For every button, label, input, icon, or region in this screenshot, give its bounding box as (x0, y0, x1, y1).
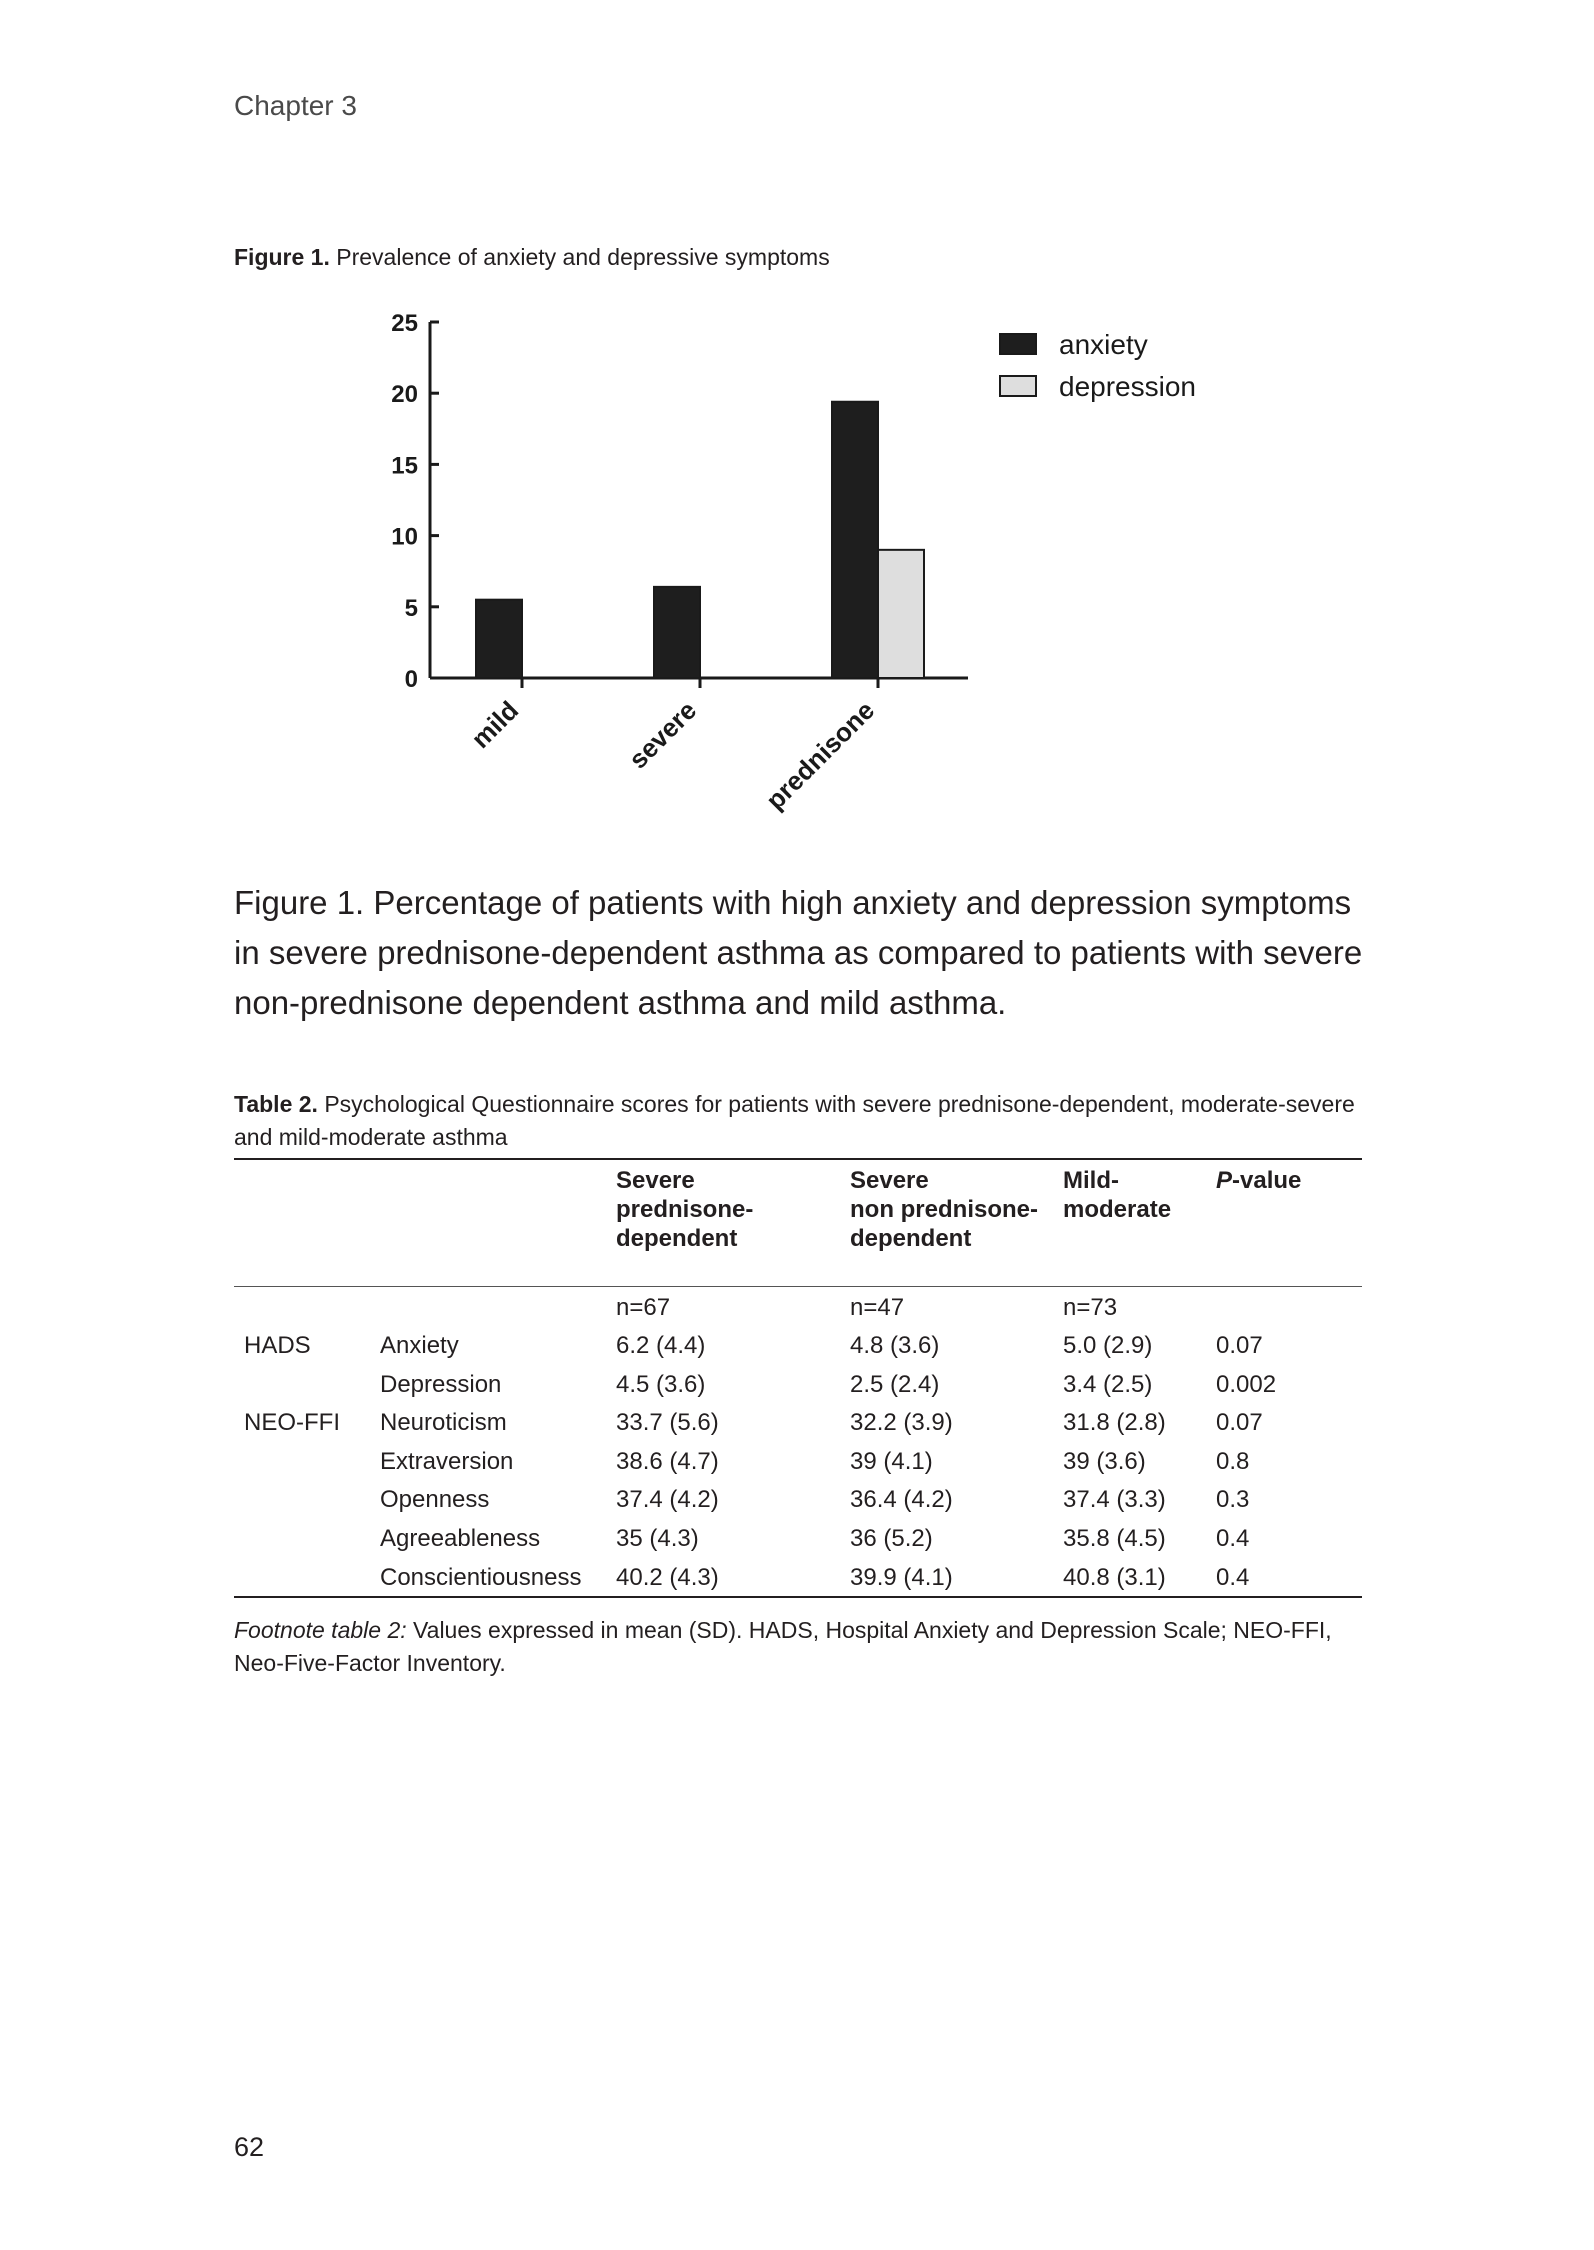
cell-measure: Depression (380, 1370, 502, 1398)
legend-label-depression: depression (1059, 371, 1196, 402)
cell-severe-prednisone: 33.7 (5.6) (616, 1409, 719, 1437)
cell-severe-prednisone: 35 (4.3) (616, 1525, 699, 1552)
footnote-text: Values expressed in mean (SD). HADS, Hospital Anxiety and Depression Scale; NEO-FFI, Neo-Five-Factor Inventory. (234, 1617, 1332, 1676)
table-top-rule (234, 1158, 1362, 1160)
cell-severe-non-prednisone: 39 (4.1) (850, 1447, 933, 1475)
bar-anxiety-mild (476, 600, 522, 678)
cell-measure: Neuroticism (380, 1409, 507, 1437)
x-tick-label-mild: mild (465, 695, 525, 755)
cell-pvalue: 0.07 (1216, 1332, 1263, 1359)
table-header-rule (234, 1286, 1362, 1287)
n-cell-2: n=47 (850, 1294, 905, 1321)
n-cell-3: n=73 (1063, 1294, 1118, 1321)
cell-mild-moderate: 40.8 (3.1) (1063, 1563, 1166, 1591)
page-header: Chapter 3 (234, 90, 357, 121)
cell-severe-prednisone: 40.2 (4.3) (616, 1563, 719, 1591)
cell-mild-moderate: 39 (3.6) (1063, 1447, 1146, 1475)
bar-anxiety-prednisone (832, 402, 878, 678)
legend-swatch-depression (1000, 376, 1036, 396)
cell-severe-non-prednisone: 2.5 (2.4) (850, 1370, 940, 1398)
table-heading (234, 1088, 1364, 1154)
cell-pvalue: 0.4 (1216, 1563, 1250, 1591)
y-tick-label: 0 (404, 666, 418, 693)
bar-chart (360, 300, 1260, 860)
cell-severe-prednisone: 38.6 (4.7) (616, 1447, 719, 1475)
y-tick-label: 10 (391, 523, 418, 551)
cell-measure: Agreeableness (380, 1525, 541, 1552)
cell-mild-moderate: 5.0 (2.9) (1063, 1332, 1153, 1359)
table-bottom-rule (234, 1596, 1362, 1598)
cell-measure: Extraversion (380, 1447, 514, 1475)
cell-severe-non-prednisone: 36.4 (4.2) (850, 1486, 953, 1514)
y-tick-label: 5 (404, 594, 418, 622)
pvalue-rest: -value (1232, 1167, 1302, 1194)
cell-severe-prednisone: 37.4 (4.2) (616, 1486, 719, 1514)
cell-mild-moderate: 37.4 (3.3) (1063, 1486, 1166, 1514)
col-header-pvalue (1216, 1166, 1301, 1195)
cell-pvalue: 0.07 (1216, 1409, 1263, 1437)
cell-mild-moderate: 31.8 (2.8) (1063, 1409, 1166, 1437)
cell-pvalue: 0.002 (1216, 1370, 1277, 1398)
bar-depression-prednisone (878, 550, 924, 678)
cell-measure: Conscientiousness (380, 1563, 582, 1591)
cell-mild-moderate: 3.4 (2.5) (1063, 1370, 1153, 1398)
cell-severe-prednisone: 6.2 (4.4) (616, 1332, 706, 1359)
cell-severe-non-prednisone: 32.2 (3.9) (850, 1409, 953, 1437)
cell-pvalue: 0.8 (1216, 1447, 1250, 1475)
cell-pvalue: 0.3 (1216, 1486, 1250, 1514)
figure-caption: Figure 1. Percentage of patients with high anxiety and depression symptoms in severe prednisone-dependent asthma as compared to patients with severe non-prednisone dependent asthma and mild asthma. (234, 884, 1363, 1021)
figure-label: Figure 1. (234, 244, 330, 270)
cell-measure: Openness (380, 1486, 490, 1514)
cell-severe-prednisone: 4.5 (3.6) (616, 1370, 706, 1398)
cell-mild-moderate: 35.8 (4.5) (1063, 1525, 1166, 1552)
n-cell-1: n=67 (616, 1294, 671, 1321)
cell-pvalue: 0.4 (1216, 1525, 1250, 1552)
cell-group: HADS (244, 1332, 311, 1359)
footnote-label: Footnote table 2: (234, 1617, 407, 1643)
figure-title: Prevalence of anxiety and depressive symptoms (336, 244, 830, 270)
cell-severe-non-prednisone: 36 (5.2) (850, 1525, 933, 1552)
table-footnote (234, 1614, 1364, 1680)
col-header-severe-prednisone: Severe prednisone- dependent (616, 1167, 754, 1252)
pvalue-italic: P (1216, 1167, 1233, 1194)
x-tick-label-severe: severe (622, 695, 703, 775)
y-tick-label: 20 (391, 381, 418, 409)
col-header-mild-moderate: Mild- moderate (1063, 1167, 1172, 1223)
y-tick-label: 25 (391, 310, 418, 337)
table-label: Table 2. (234, 1091, 318, 1117)
cell-severe-non-prednisone: 4.8 (3.6) (850, 1332, 940, 1359)
page-number: 62 (234, 2132, 265, 2162)
cell-measure: Anxiety (380, 1332, 459, 1359)
table-title: Psychological Questionnaire scores for patients with severe prednisone-dependent, moderate-severe and mild-moderate asthma (234, 1091, 1355, 1150)
y-tick-label: 15 (391, 452, 418, 480)
cell-group: NEO-FFI (244, 1409, 340, 1437)
legend-label-anxiety: anxiety (1059, 329, 1148, 360)
cell-severe-non-prednisone: 39.9 (4.1) (850, 1563, 953, 1591)
col-header-severe-non-prednisone: Severe non prednisone- dependent (850, 1167, 1038, 1252)
x-tick-label-prednisone: prednisone (759, 695, 881, 816)
figure-heading (234, 244, 830, 271)
bar-anxiety-severe (654, 587, 700, 678)
legend-swatch-anxiety (1000, 334, 1036, 354)
